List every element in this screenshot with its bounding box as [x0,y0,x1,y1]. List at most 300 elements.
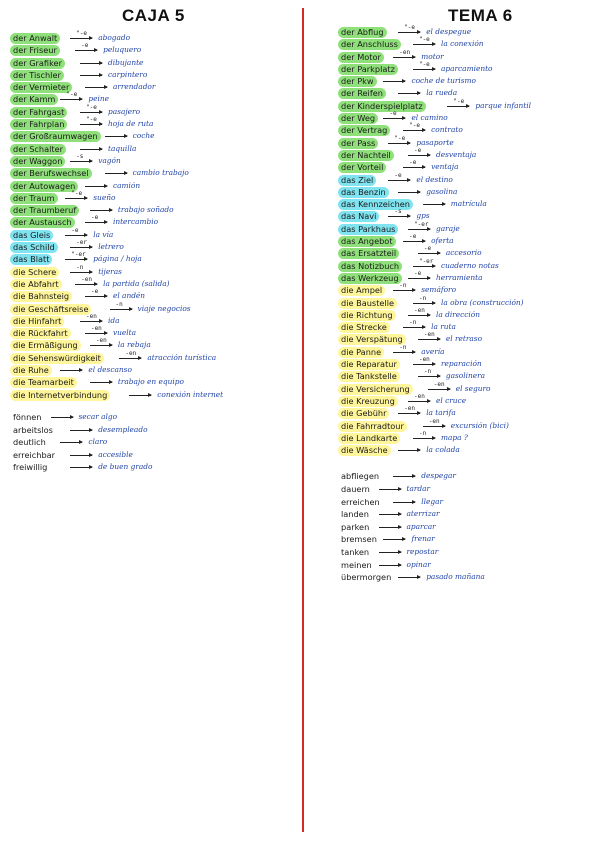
spanish-translation: la conexión [440,39,484,49]
spanish-translation: taquilla [108,143,137,153]
german-word: deutlich [13,437,46,448]
spanish-translation: peine [88,94,109,104]
plural-ending: -e [389,110,397,118]
vocab-row [338,560,596,573]
vocab-row [338,392,596,408]
arrow-icon [428,389,450,390]
german-word: die Ampel [338,285,385,296]
plural-ending: "-e [86,103,97,111]
spanish-translation: la vía [93,229,114,239]
vocab-row [338,97,596,113]
vocab-row [338,159,596,174]
german-word: der Fahrplan [10,119,67,130]
vocab-row [338,134,596,150]
vocab-row [338,534,596,547]
german-word: erreichbar [13,449,56,460]
vocab-row [10,42,296,57]
spanish-translation: el cruce [436,395,467,405]
vocab-row [338,187,596,199]
german-word: der Vermieter [10,82,72,93]
arrow-icon [119,358,141,359]
tema-6-column [338,24,596,585]
vocab-row [10,58,296,70]
plural-ending: "-e [418,60,430,68]
arrow-icon [418,253,440,254]
german-word: der Weg [338,113,378,124]
plural-ending: -en [414,306,425,314]
vocab-row [10,214,296,229]
german-word: fönnen [13,411,42,422]
plural-ending: "-e [86,116,97,124]
plural-ending: -e [71,226,79,234]
vocab-row [338,547,596,560]
vocab-row [10,288,296,303]
vocab-row [338,257,596,273]
german-word: die Gebühr [338,408,389,419]
spanish-translation: secar algo [78,411,118,421]
plural-ending: -e [409,159,417,167]
vocab-row [10,181,296,193]
plural-ending: "-e [409,122,420,130]
spanish-translation: mapa ? [440,432,468,442]
arrow-icon [398,450,420,451]
spanish-translation: despegar [421,471,456,481]
spanish-translation: intercambio [112,217,159,227]
arrow-icon [379,565,401,566]
arrow-icon [408,229,430,230]
vocab-row [10,365,296,377]
german-word: der Autowagen [10,181,78,192]
arrow-icon [413,303,435,304]
arrow-icon [70,430,92,431]
spanish-translation: semáforo [421,285,457,295]
spanish-translation: conexión internet [157,389,224,399]
plural-ending: -n [115,300,123,308]
german-word: der Vertrag [338,125,390,136]
arrow-icon [85,222,107,223]
spanish-translation: el seguro [455,383,491,393]
arrow-icon [85,87,107,88]
arrow-icon [75,50,97,51]
spanish-translation: coche de turismo [411,76,476,86]
arrow-icon [70,38,92,39]
spanish-translation: el destino [416,174,453,184]
spanish-translation: vuelta [112,328,137,338]
vocab-row [10,390,296,402]
arrow-icon [80,112,102,113]
caja-5-word-list [10,412,296,475]
vocab-row [338,36,596,51]
vocab-row [10,437,296,450]
spanish-translation: accesorio [445,248,482,258]
arrow-icon [413,364,435,365]
german-word: arbeitslos [13,424,53,435]
arrow-icon [379,527,401,528]
plural-ending: "-e [76,30,88,37]
vocab-row [338,171,596,187]
german-word: der Fahrgast [10,107,67,118]
spanish-translation: garaje [436,223,460,233]
german-word: der Anschluss [338,39,401,50]
vocab-row [338,356,596,371]
vocab-row [10,325,296,340]
plural-ending: "-e [66,91,78,99]
caja-5-column [10,30,296,475]
german-word: die Kreuzung [338,396,398,407]
plural-ending: -n [399,282,407,290]
german-word: die Geschäftsreise [10,304,91,315]
spanish-translation: excursión (bici) [450,420,509,430]
vocab-row [338,110,596,125]
vocab-row [10,462,296,475]
vocab-row [10,168,296,180]
vocab-row [10,337,296,352]
vocab-row [338,429,596,445]
german-word: der Vorteil [338,162,386,173]
vocab-row [338,572,596,585]
vocab-row [10,349,296,365]
vocab-row [10,30,296,45]
spanish-translation: oferta [431,236,454,246]
plural-ending: -n [418,429,427,437]
vocab-row [10,152,296,168]
vocab-row [10,82,296,94]
vocab-row [10,425,296,438]
arrow-icon [408,315,430,316]
vocab-row [10,300,296,316]
german-word: die Bahnsteig [10,291,72,302]
spanish-translation: tardar [406,483,431,493]
spanish-translation: hoja de ruta [108,119,154,129]
arrow-icon [403,130,425,131]
german-word: parken [341,521,370,532]
spanish-translation: vagón [98,155,121,165]
plural-ending: -en [418,356,430,364]
spanish-translation: gasolinera [445,371,486,381]
arrow-icon [379,489,401,490]
german-word: das Ersatzteil [338,248,399,259]
plural-ending: -n [423,368,432,376]
german-word: die Ermäßigung [10,340,81,351]
arrow-icon [388,180,410,181]
german-word: der Kinderspielplatz [338,101,426,112]
german-word: das Benzin [338,187,389,198]
german-word: das Blatt [10,254,52,265]
plural-ending: -e [414,269,422,277]
german-word: der Pkw [338,76,377,87]
tema-6-noun-list [338,24,596,457]
spanish-translation: opinar [406,559,431,569]
german-word: die Strecke [338,322,390,333]
arrow-icon [423,204,445,205]
spanish-translation: letrero [98,242,124,252]
german-word: die Wäsche [338,445,391,456]
vocab-row [338,208,596,223]
german-word: das Parkhaus [338,224,398,235]
german-word: das Kennzeichen [338,199,413,210]
plural-ending: -en [433,380,445,388]
vocab-row [10,251,296,266]
spanish-translation: avería [421,346,445,356]
german-word: die Sehenswürdigkeit [10,353,104,364]
arrow-icon [413,44,435,45]
caja-5-noun-list [10,30,296,402]
spanish-translation: aterrizar [406,509,440,519]
vocab-row [10,226,296,242]
vocab-row [338,471,596,484]
arrow-icon [393,290,415,291]
german-word: meinen [341,559,372,570]
spanish-translation: la tarifa [426,408,456,418]
arrow-icon [90,210,112,211]
vocab-row [338,24,596,39]
arrow-icon [418,376,440,377]
plural-ending: -e [394,171,402,179]
spanish-translation: pasaporte [416,137,454,147]
spanish-translation: carpintero [108,69,148,79]
arrow-icon [85,186,107,187]
spanish-translation: la partida (salida) [103,278,170,288]
plural-ending: -s [394,208,402,216]
german-word: das Schild [10,242,58,253]
spanish-translation: la colada [426,445,460,455]
german-word: das Ziel [338,175,376,186]
vocab-row [338,60,596,76]
arrow-icon [65,198,87,199]
german-word: der Kamm [10,94,58,105]
german-word: die Versicherung [338,384,413,395]
plural-ending: -en [399,48,411,56]
spanish-translation: peluquero [103,45,142,55]
vocab-row [338,343,596,359]
vocab-row [338,306,596,322]
german-word: die Reparatur [338,359,400,370]
german-word: die Verspätung [338,334,406,345]
german-word: die Baustelle [338,298,397,309]
arrow-icon [398,32,420,33]
german-word: abfliegen [341,471,380,482]
spanish-translation: parque infantil [475,100,531,110]
spanish-translation: trabajo soñado [117,205,174,215]
plural-ending: -en [428,417,440,425]
vocab-row [338,380,596,396]
vocab-row [338,245,596,260]
vocab-row [338,294,596,310]
vocab-row [338,48,596,64]
german-word: der Schalter [10,144,66,155]
german-word: der Motor [338,52,384,63]
left-title: CAJA 5 [122,6,185,25]
arrow-icon [393,502,415,503]
vocab-row [10,189,296,205]
arrow-icon [383,118,405,119]
arrow-icon [51,417,73,418]
plural-ending: -n [418,294,427,302]
german-word: der Anwalt [10,33,60,44]
german-word: tanken [341,546,370,557]
german-word: der Pass [338,138,378,149]
right-title: TEMA 6 [448,6,513,25]
vocab-row [10,263,296,279]
spanish-translation: contrato [431,125,463,135]
german-word: der Grafiker [10,58,65,69]
plural-ending: -en [423,331,435,339]
arrow-icon [129,395,151,396]
spanish-translation: abogado [98,33,131,42]
tema-6-verb-list [338,471,596,584]
plural-ending: -e [423,245,432,253]
plural-ending: -er [76,239,88,247]
spanish-translation: arrendador [112,82,156,92]
plural-ending: "-e [418,36,430,44]
spanish-translation: pasajero [108,106,141,116]
spanish-translation: matrícula [450,199,487,209]
spanish-translation: el descanso [88,365,132,375]
german-word: der Reifen [338,88,386,99]
spanish-translation: la rueda [426,88,458,98]
german-word: die Rückfahrt [10,328,71,339]
vocab-row [338,509,596,522]
vocab-row [338,445,596,457]
vocab-row [10,70,296,82]
german-word: der Parkplatz [338,64,398,75]
spanish-translation: viaje negocios [137,303,191,313]
plural-ending: "-e [453,97,465,105]
german-word: der Traum [10,193,58,204]
german-word: landen [341,509,369,520]
vocab-row [338,368,596,383]
vocab-row [338,122,596,137]
arrow-icon [60,99,82,100]
arrow-icon [403,167,425,168]
plural-ending: "-e [71,189,83,197]
german-word: der Großraumwagen [10,131,101,142]
vocab-row [10,275,296,291]
plural-ending: -en [95,337,107,345]
german-word: die Teamarbeit [10,377,77,388]
spanish-translation: la ruta [431,322,456,332]
arrow-icon [398,577,420,578]
arrow-icon [70,272,92,273]
spanish-translation: sueño [93,192,116,202]
plural-ending: -n [76,263,84,271]
arrow-icon [80,124,102,125]
spanish-translation: ventaja [431,162,459,172]
vocab-row [338,146,596,162]
spanish-translation: claro [88,437,108,447]
spanish-translation: tijeras [98,266,122,276]
spanish-translation: de buen grado [98,462,153,472]
german-word: erreichen [341,496,380,507]
german-word: das Gleis [10,230,53,241]
plural-ending: -s [76,152,84,160]
german-word: die Fahrradtour [338,421,407,432]
german-word: freiwillig [13,462,48,473]
german-word: die Schere [10,267,59,278]
spanish-translation: aparcamiento [440,63,493,73]
vocab-row [338,269,596,285]
plural-ending: -en [90,325,102,333]
arrow-icon [90,382,112,383]
german-word: die Hinfahrt [10,316,64,327]
german-word: die Panne [338,347,384,358]
plural-ending: "-er [414,220,429,228]
german-word: das Werkzeug [338,273,402,284]
arrow-icon [413,438,435,439]
arrow-icon [398,192,420,193]
plural-ending: "-e [394,134,406,142]
vocab-row [338,319,596,334]
vocab-row [10,312,296,328]
spanish-translation: gps [416,211,430,221]
arrow-icon [398,93,420,94]
plural-ending: -e [90,214,99,222]
german-word: das Notizbuch [338,261,402,272]
spanish-translation: repostar [406,546,439,556]
spanish-translation: reparación [440,359,482,369]
german-word: der Tischler [10,70,64,81]
german-word: die Abfahrt [10,279,62,290]
vocab-row [10,205,296,217]
arrow-icon [393,352,415,353]
spanish-translation: desempleado [98,424,148,434]
plural-ending: -e [409,233,417,241]
spanish-translation: dibujante [108,57,144,67]
spanish-translation: desventaja [436,149,477,159]
arrow-icon [393,57,415,58]
spanish-translation: motor [421,51,444,61]
german-word: der Austausch [10,217,75,228]
german-word: dauern [341,483,370,494]
arrow-icon [70,247,92,248]
spanish-translation: ida [108,315,120,325]
plural-ending: -n [399,343,407,351]
arrow-icon [393,476,415,477]
german-word: die Landkarte [338,433,400,444]
arrow-icon [65,259,87,260]
arrow-icon [403,241,425,242]
spanish-translation: coche [132,131,155,141]
spanish-translation: trabajo en equipo [117,377,184,387]
plural-ending: -e [414,146,422,154]
vocab-row [338,233,596,248]
arrow-icon [408,401,430,402]
arrow-icon [388,143,410,144]
arrow-icon [447,106,469,107]
arrow-icon [70,161,92,162]
plural-ending: -e [90,288,99,296]
german-word: der Berufswechsel [10,168,92,179]
spanish-translation: herramienta [436,272,483,282]
vocab-row [10,103,296,119]
german-word: der Abflug [338,27,387,38]
german-word: der Waggon [10,156,65,167]
arrow-icon [379,514,401,515]
spanish-translation: aparcar [406,521,436,531]
plural-ending: -en [404,405,416,413]
vocab-row [338,522,596,535]
spanish-translation: el camino [411,113,448,123]
german-word: der Traumberuf [10,205,79,216]
arrow-icon [80,75,102,76]
plural-ending: "-e [404,24,416,31]
plural-ending: -en [414,392,425,400]
plural-ending: -en [86,312,97,320]
arrow-icon [60,442,82,443]
arrow-icon [383,81,405,82]
vocab-row [10,91,296,106]
arrow-icon [413,69,435,70]
